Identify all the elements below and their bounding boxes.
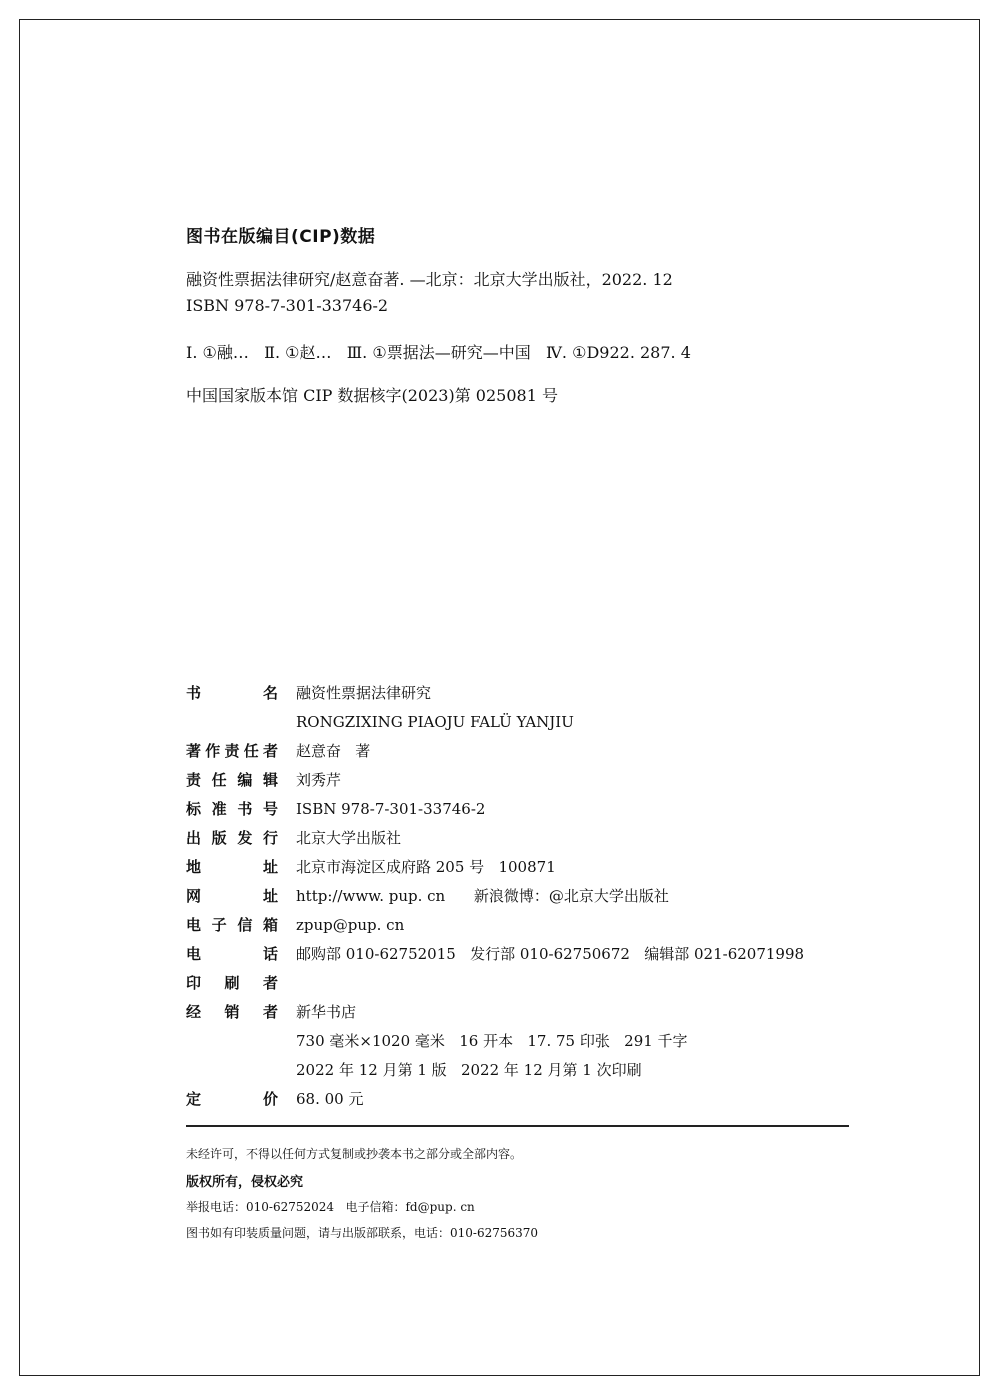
info-row-title-pinyin bbox=[186, 707, 804, 736]
cip-library-line: 中国国家版本馆 CIP 数据核字(2023)第 025081 号 bbox=[186, 386, 558, 405]
cip-isbn-line: ISBN 978-7-301-33746-2 bbox=[186, 296, 389, 315]
cip-title-line: 融资性票据法律研究/赵意奋著. —北京：北京大学出版社，2022. 12 bbox=[186, 270, 673, 289]
info-row-phone bbox=[186, 939, 804, 968]
info-value: 融资性票据法律研究 bbox=[296, 684, 432, 702]
info-row-author bbox=[186, 736, 804, 765]
info-row-email bbox=[186, 910, 804, 939]
info-value: 2022 年 12 月第 1 版 2022 年 12 月第 1 次印刷 bbox=[296, 1061, 642, 1079]
copyright-notice: 版权所有，侵权必究 bbox=[186, 1175, 304, 1190]
info-value: 730 毫米×1020 毫米 16 开本 17. 75 印张 291 千字 bbox=[296, 1032, 688, 1050]
info-value: 68. 00 元 bbox=[296, 1090, 364, 1108]
cip-classification-line: Ⅰ. ①融… Ⅱ. ①赵… Ⅲ. ①票据法—研究—中国 Ⅳ. ①D922. 287. 4 bbox=[186, 343, 691, 362]
cip-heading: 图书在版编目(CIP)数据 bbox=[186, 227, 376, 247]
info-row-editor bbox=[186, 765, 804, 794]
info-row-address bbox=[186, 852, 804, 881]
info-value: zpup@pup. cn bbox=[296, 915, 405, 934]
info-label: 责任编辑 bbox=[186, 771, 278, 789]
info-value: 北京大学出版社 bbox=[296, 829, 402, 847]
info-value bbox=[296, 968, 804, 997]
info-row-title bbox=[186, 678, 804, 707]
info-value: 北京市海淀区成府路 205 号 100871 bbox=[296, 858, 556, 876]
info-row-edition bbox=[186, 1055, 804, 1084]
info-row-website bbox=[186, 881, 804, 910]
info-value: 刘秀芹 bbox=[296, 771, 342, 789]
info-label: 书名 bbox=[186, 684, 278, 702]
info-label: 地址 bbox=[186, 858, 278, 876]
info-label: 电子信箱 bbox=[186, 916, 278, 934]
report-contact: 举报电话：010-62752024 电子信箱：fd@pup. cn bbox=[186, 1200, 475, 1214]
info-label bbox=[186, 1026, 296, 1055]
publication-info-table bbox=[186, 678, 804, 1113]
info-label: 电话 bbox=[186, 945, 278, 963]
info-row-price bbox=[186, 1084, 804, 1113]
info-row-publisher bbox=[186, 823, 804, 852]
info-row-format bbox=[186, 1026, 804, 1055]
info-row-distributor bbox=[186, 997, 804, 1026]
info-value: 赵意奋 著 bbox=[296, 742, 371, 760]
info-label bbox=[186, 1055, 296, 1084]
copy-notice: 未经许可，不得以任何方式复制或抄袭本书之部分或全部内容。 bbox=[186, 1147, 523, 1161]
info-value: 邮购部 010-62752015 发行部 010-62750672 编辑部 021-62071998 bbox=[296, 945, 805, 963]
quality-contact: 图书如有印装质量问题，请与出版部联系，电话：010-62756370 bbox=[186, 1226, 539, 1240]
info-label: 经销者 bbox=[186, 1003, 278, 1021]
info-label bbox=[186, 707, 296, 736]
info-value: http://www. pup. cn 新浪微博：@北京大学出版社 bbox=[296, 887, 669, 905]
info-label: 著作责任者 bbox=[186, 742, 278, 760]
info-label: 定价 bbox=[186, 1090, 278, 1108]
info-label: 标准书号 bbox=[186, 800, 278, 818]
info-row-printer bbox=[186, 968, 804, 997]
info-value: RONGZIXING PIAOJU FALÜ YANJIU bbox=[296, 712, 574, 731]
divider-rule bbox=[186, 1125, 849, 1127]
info-label: 网址 bbox=[186, 887, 278, 905]
info-label: 印刷者 bbox=[186, 974, 278, 992]
info-row-isbn bbox=[186, 794, 804, 823]
info-label: 出版发行 bbox=[186, 829, 278, 847]
info-value: 新华书店 bbox=[296, 1003, 357, 1021]
info-value: ISBN 978-7-301-33746-2 bbox=[296, 799, 486, 818]
